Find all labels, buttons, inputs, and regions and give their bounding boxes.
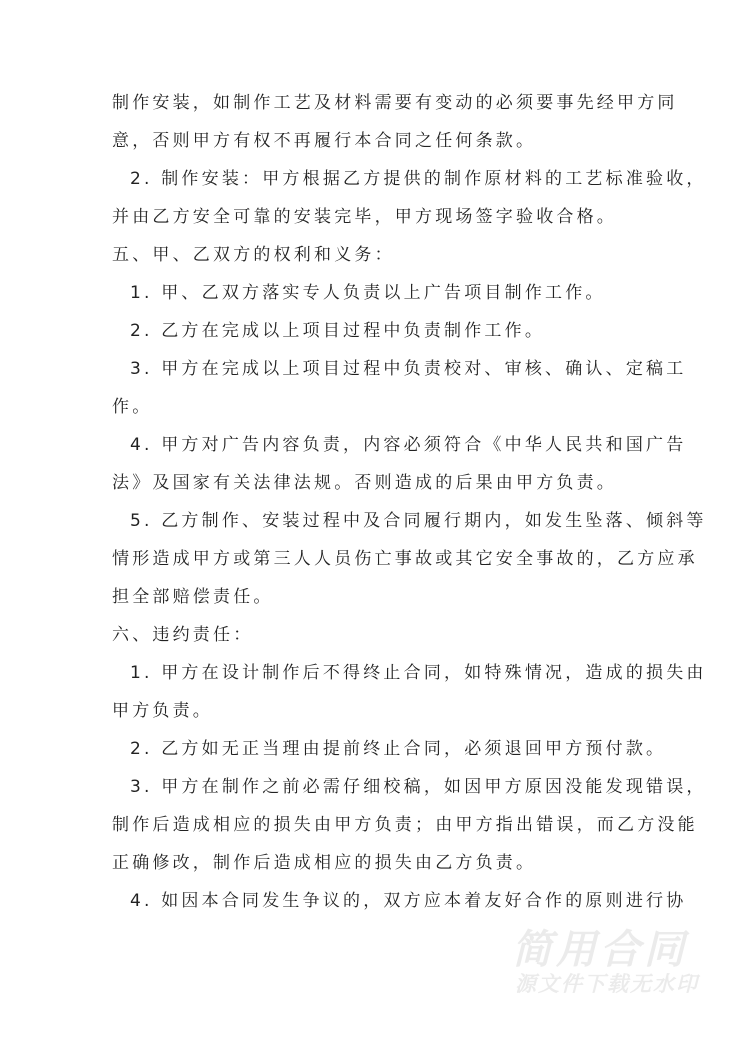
text-line: 法》及国家有关法律法规。否则造成的后果由甲方负责。 bbox=[112, 473, 617, 493]
section-heading: 六、违约责任： bbox=[112, 625, 254, 645]
text-line: 3. 甲方在制作之前必需仔细校稿，如因甲方原因没能发现错误， bbox=[130, 777, 707, 797]
text-line: 甲方负责。 bbox=[112, 701, 213, 721]
watermark-title: 简用合同 bbox=[512, 927, 688, 973]
text-line: 作。 bbox=[112, 397, 153, 417]
text-line: 2. 制作安装：甲方根据乙方提供的制作原材料的工艺标准验收， bbox=[130, 169, 707, 189]
text-line: 担全部赔偿责任。 bbox=[112, 587, 274, 607]
text-line: 制作后造成相应的损失由甲方负责；由甲方指出错误，而乙方没能 bbox=[112, 815, 698, 835]
text-line: 制作安装，如制作工艺及材料需要有变动的必须要事先经甲方同 bbox=[112, 93, 678, 113]
text-line: 4. 如因本合同发生争议的，双方应本着友好合作的原则进行协 bbox=[130, 891, 687, 911]
text-line: 1. 甲方在设计制作后不得终止合同，如特殊情况，造成的损失由 bbox=[130, 663, 707, 683]
text-line: 意，否则甲方有权不再履行本合同之任何条款。 bbox=[112, 131, 537, 151]
text-line: 正确修改，制作后造成相应的损失由乙方负责。 bbox=[112, 853, 537, 873]
text-line: 2. 乙方在完成以上项目过程中负责制作工作。 bbox=[130, 321, 546, 341]
text-line: 3. 甲方在完成以上项目过程中负责校对、审核、确认、定稿工 bbox=[130, 359, 687, 379]
text-line: 情形造成甲方或第三人人员伤亡事故或其它安全事故的，乙方应承 bbox=[112, 549, 698, 569]
section-heading: 五、甲、乙双方的权利和义务： bbox=[112, 245, 395, 265]
text-line: 2. 乙方如无正当理由提前终止合同，必须退回甲方预付款。 bbox=[130, 739, 667, 759]
text-line: 并由乙方安全可靠的安装完毕，甲方现场签字验收合格。 bbox=[112, 207, 617, 227]
text-line: 5. 乙方制作、安装过程中及合同履行期内，如发生坠落、倾斜等 bbox=[130, 511, 707, 531]
text-line: 4. 甲方对广告内容负责，内容必须符合《中华人民共和国广告 bbox=[130, 435, 687, 455]
watermark-subtitle: 源文件下载无水印 bbox=[515, 972, 699, 996]
text-line: 1. 甲、乙双方落实专人负责以上广告项目制作工作。 bbox=[130, 283, 606, 303]
